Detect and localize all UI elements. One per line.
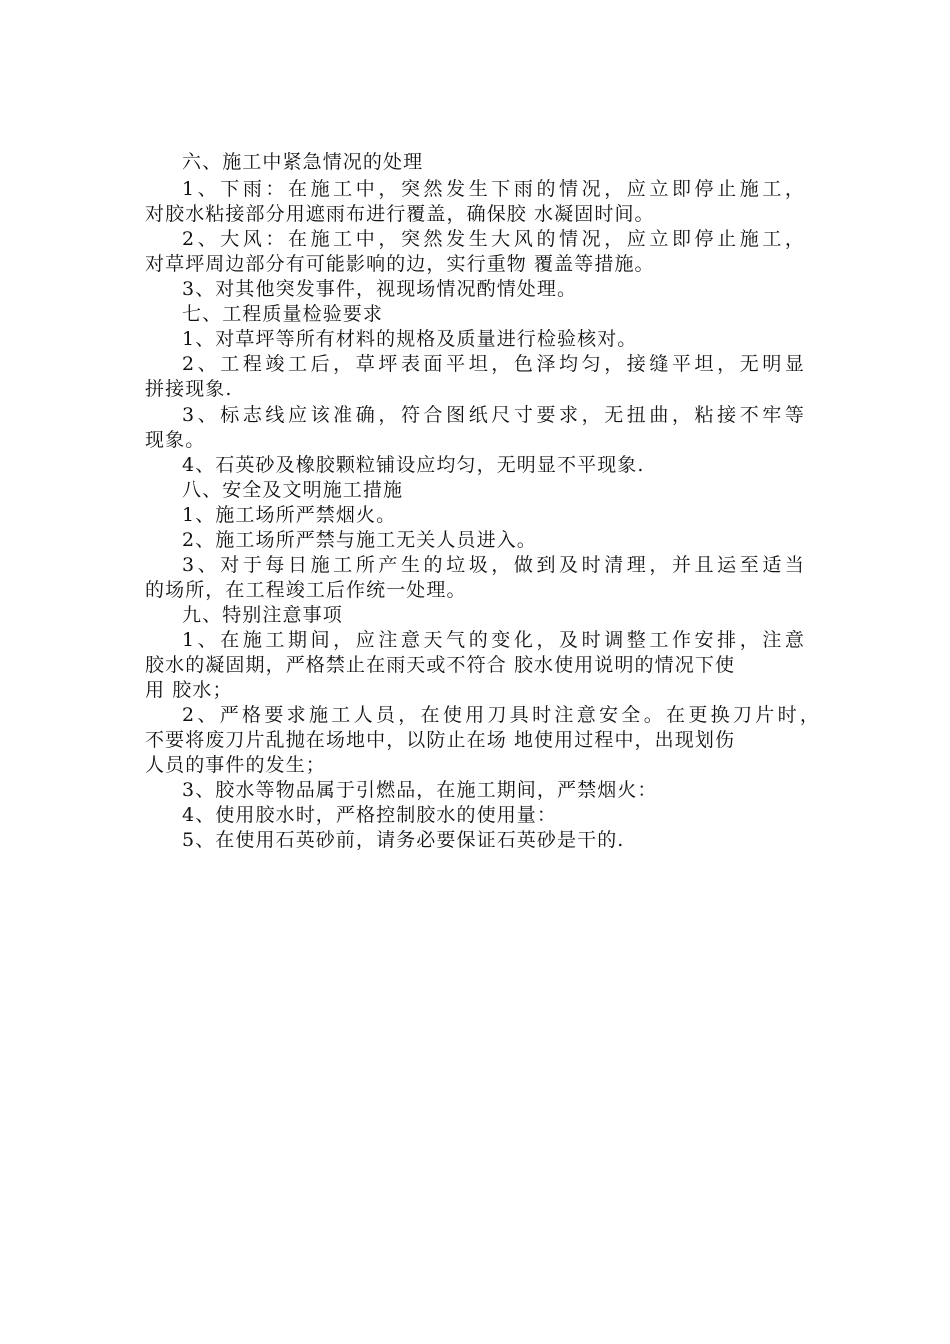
paragraph-line: 3、对其他突发事件，视现场情况酌情处理。 — [182, 278, 578, 300]
paragraph-line: 1、施工场所严禁烟火。 — [182, 504, 397, 526]
paragraph-line: 对胶水粘接部分用遮雨布进行覆盖，确保胶 水凝固时间。 — [145, 203, 655, 225]
paragraph-line: 人员的事件的发生； — [145, 754, 326, 776]
section-heading: 九、特别注意事项 — [182, 604, 343, 626]
paragraph-line: 拼接现象. — [145, 378, 233, 400]
paragraph-line: 2、大风：在施工中，突然发生大风的情况，应立即停止施工， — [182, 228, 805, 250]
paragraph-line: 4、石英砂及橡胶颗粒铺设应均匀，无明显不平现象. — [182, 454, 645, 476]
paragraph-line: 2、工程竣工后，草坪表面平坦，色泽均匀，接缝平坦，无明显 — [182, 353, 805, 375]
paragraph-line: 3、胶水等物品属于引燃品，在施工期间，严禁烟火： — [182, 779, 658, 801]
paragraph-line: 1、下雨：在施工中，突然发生下雨的情况，应立即停止施工， — [182, 178, 805, 200]
paragraph-line: 3、标志线应该准确，符合图纸尺寸要求，无扭曲，粘接不牢等 — [182, 404, 805, 426]
paragraph-line: 1、在施工期间，应注意天气的变化，及时调整工作安排，注意 — [182, 629, 805, 651]
paragraph-line: 2、严格要求施工人员，在使用刀具时注意安全。在更换刀片时， — [182, 704, 820, 726]
section-heading: 七、工程质量检验要求 — [182, 303, 384, 325]
section-heading: 八、安全及文明施工措施 — [182, 479, 404, 501]
paragraph-line: 3、对于每日施工所产生的垃圾，做到及时清理，并且运至适当 — [182, 554, 805, 576]
paragraph-line: 的场所，在工程竣工后作统一处理。 — [145, 579, 467, 601]
paragraph-line: 用 胶水； — [145, 679, 233, 701]
paragraph-line: 5、在使用石英砂前，请务必要保证石英砂是干的. — [182, 829, 625, 851]
paragraph-line: 对草坪周边部分有可能影响的边，实行重物 覆盖等措施。 — [145, 253, 655, 275]
section-heading: 六、施工中紧急情况的处理 — [182, 151, 424, 173]
paragraph-line: 现象。 — [145, 429, 206, 451]
paragraph-line: 4、使用胶水时，严格控制胶水的使用量： — [182, 804, 557, 826]
paragraph-line: 1、对草坪等所有材料的规格及质量进行检验核对。 — [182, 328, 638, 350]
paragraph-line: 不要将废刀片乱抛在场地中，以防止在场 地使用过程中，出现划伤 — [145, 729, 736, 751]
paragraph-line: 2、施工场所严禁与施工无关人员进入。 — [182, 529, 537, 551]
paragraph-line: 胶水的凝固期，严格禁止在雨天或不符合 胶水使用说明的情况下使 — [145, 654, 736, 676]
